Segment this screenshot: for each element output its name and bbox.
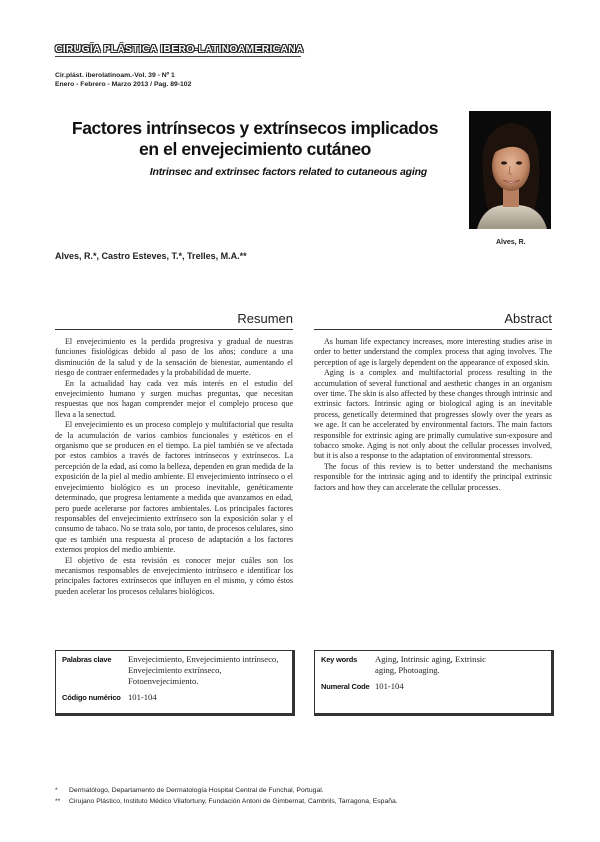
citation-volume: Cir.plást. iberolatinoam.-Vol. 39 - Nº 1 bbox=[55, 72, 175, 79]
abstract-rule bbox=[314, 329, 552, 330]
abstract-paragraph: Aging is a complex and multifactorial process resulting in the accumulation of several functional and aesthetic changes in an organism over time. The skin is also affected by these changes through intrinsic and extrinsic factors. Intrinsic aging or biological aging is an inevitable process, genetically determined that progresses slowly over the years as we age. It can be accelerated by environmental factors. The main factors responsible for extrinsic aging are primally cumulative sun-exposure and tobacco smoke. Aging is not only about the cellular processes involved, but it is also a response to the adaptation of environmental stressors. bbox=[314, 368, 552, 461]
code-en-label: Numeral Code bbox=[321, 682, 370, 691]
keywords-es-label: Palabras clave bbox=[62, 655, 112, 664]
authors: Alves, R.*, Castro Esteves, T.*, Trelles, M.A.** bbox=[55, 251, 247, 261]
title-english: Intrinsec and extrinsec factors related to cutaneous aging bbox=[149, 166, 427, 178]
keywords-es-row bbox=[56, 654, 292, 687]
resumen-heading: Resumen bbox=[237, 311, 293, 326]
abstract-paragraph: As human life expectancy increases, more interesting studies arise in order to better understand the complex process that aging involves. The perception of age is largely dependent on the appearance of exposed skin. bbox=[314, 337, 552, 367]
abstract-paragraph: The focus of this review is to better understand the mechanisms responsible for the intrinsic aging and to identify the principal extrinsic factors and how they can accelerate the cellular processes. bbox=[314, 461, 552, 492]
code-es-row bbox=[56, 692, 292, 703]
code-en-value: 101-104 bbox=[375, 681, 404, 691]
footnote bbox=[55, 785, 555, 796]
resumen-paragraph: El objetivo de esta revisión es conocer mejor cuáles son los mecanismos responsables de envejecimiento intrínseco e identificar los principales factores extrínsecos que influyen en el mismo, y cómo éstos pueden acelerar los procesos celulares biológicos. bbox=[55, 555, 293, 596]
citation-pages: Enero - Febrero - Marzo 2013 / Pag. 89-102 bbox=[55, 81, 192, 88]
journal-title: CIRUGÍA PLÁSTICA IBERO-LATINOAMERICANA bbox=[55, 43, 304, 55]
title-spanish bbox=[55, 118, 455, 160]
keywords-en-value: Aging, Intrinsic aging, Extrinsic aging, Photoaging. bbox=[375, 654, 486, 675]
resumen-paragraph: El envejecimiento es la perdida progresiva y gradual de nuestras funciones fisiológicas debido al paso de los años; conduce a una disminución de la salud y de la sensación de bienestar, aumentando el riesgo de contraer enfermedades y la probabilidad de muerte. bbox=[55, 337, 293, 378]
code-es-label: Código numérico bbox=[62, 693, 121, 702]
footnote-mark: ** bbox=[55, 798, 61, 805]
footnote-text: Dermatólogo, Departamento de Dermatología Hospital Central de Funchal, Portugal. bbox=[69, 787, 324, 794]
code-en-row bbox=[315, 681, 551, 692]
keywords-es-box bbox=[55, 650, 295, 716]
journal-title-rule bbox=[55, 56, 301, 57]
resumen-rule bbox=[55, 329, 293, 330]
keywords-en-label: Key words bbox=[321, 655, 358, 664]
resumen-paragraph: El envejecimiento es un proceso complejo y multifactorial que resulta de la acumulación de varios cambios funcionales y estéticos en el organismo que se producen en el tiempo. La piel también se ve afectada por estos cambios a través de factores intrínsecos y extrínsecos. La percepción de la edad, así como la belleza, dependen en gran medida de la exposición de la piel al medio ambiente. El envejecimiento intrínseco o el envejecimiento biológico es un proceso inevitable, genéticamente determinado, que progresa lentamente a medida que avanzamos en edad, pero puede acelerarse por factores ambientales. Los principales factores responsables del envejecimiento extrínseco son la exposición solar y el consumo de tabaco. No se trata solo, por tanto, de procesos celulares, sino que es también una respuesta al proceso de adaptación a los factores externos propios del medio ambiente. bbox=[55, 420, 293, 555]
abstract-heading: Abstract bbox=[504, 311, 552, 326]
portrait-image bbox=[469, 111, 551, 229]
abstract-body bbox=[314, 337, 552, 493]
resumen-paragraph: En la actualidad hay cada vez más interés en el estudio del envejecimiento humano y surgen muchas preguntas, que necesitan respuestas que nos hagan comprender mejor el complejo proceso que lleva a la senectud. bbox=[55, 378, 293, 419]
footnote-text: Cirujano Plástico, Instituto Médico Vilafortuny, Fundación Antoni de Gimbernat, Cambrils, Tarragona, España. bbox=[69, 798, 398, 805]
footnote-mark: * bbox=[55, 787, 58, 794]
title-spanish-line-1: Factores intrínsecos y extrínsecos implicados bbox=[71, 118, 439, 138]
title-spanish-line-2: en el envejecimiento cutáneo bbox=[139, 139, 371, 159]
keywords-en-box bbox=[314, 650, 554, 716]
resumen-body bbox=[55, 337, 293, 597]
keywords-en-row bbox=[315, 654, 551, 676]
author-photo bbox=[469, 111, 551, 229]
title-block bbox=[55, 118, 455, 178]
footnotes bbox=[55, 785, 555, 807]
footnote bbox=[55, 796, 555, 807]
keywords-es-value: Envejecimiento, Envejecimiento intrínseco, Envejecimiento extrínseco, Fotoenvejecimiento. bbox=[128, 654, 279, 686]
code-es-value: 101-104 bbox=[128, 692, 157, 702]
photo-caption: Alves, R. bbox=[496, 239, 526, 246]
citation bbox=[55, 71, 191, 89]
